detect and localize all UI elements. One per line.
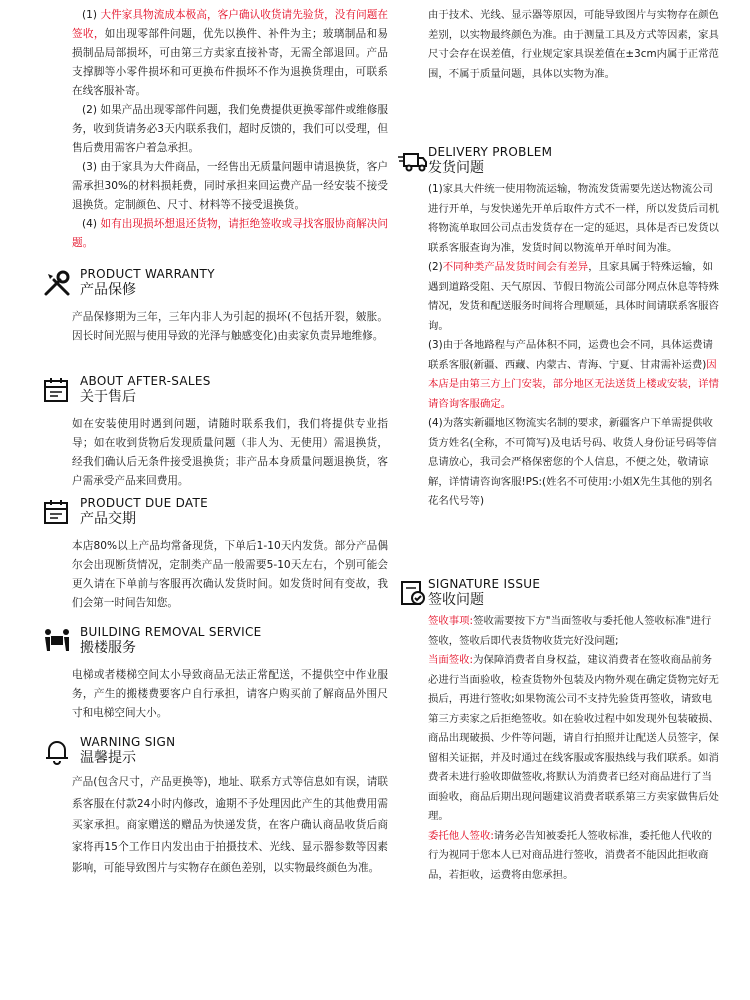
- delivery-title-cn: 发货问题: [428, 159, 484, 176]
- delivery-section: [428, 146, 720, 512]
- warranty-body: 产品保修期为三年，三年内非人为引起的损坏(不包括开裂，皴胀。因长时间光照与使用导致的光泽与触感变化)由卖家负责异地维修。: [72, 311, 388, 342]
- duedate-title-en: PRODUCT DUE DATE: [80, 496, 209, 510]
- damage-p2: (2) 如果产品出现零部件问题，我们免费提供更换零部件或维修服务，收到货请务必3天内联系我们，超时反馈的，我们可以受理，但售后费用需客户着急承担。: [72, 104, 388, 154]
- damage-section: [72, 6, 388, 253]
- aftersales-title-cn: 关于售后: [80, 388, 136, 405]
- aftersales-body: 如在安装使用时遇到问题，请随时联系我们，我们将提供专业指导；如在收到货物后发现质量问题（非人为、无使用）需退换货，经我们确认后无条件接受退换货；非产品本身质量问题退换货，客户需承受产品来回费用。: [72, 418, 388, 487]
- wrench-screwdriver-icon: [42, 268, 72, 302]
- warranty-title-cn: 产品保修: [80, 281, 136, 298]
- delivery-p1: (1)家具大件统一使用物流运输，物流发货需要先送达物流公司进行开单，与发快递先开单后取件方式不一样，所以发货后司机将物流单取回公司点击发货存在一定的延迟，具体是否已发货以联系客服查询为准，发货时间以物流单开单时间为准。: [428, 183, 719, 254]
- color-body: 由于技术、光线、显示器等原因，可能导致图片与实物存在颜色差别，以实物最终颜色为准。由于测量工具及方式等因素，家具尺寸会存在误差值，行业规定家具误差值在±3cm内属于正常范围，不属于质量问题，具体以实物为准。: [428, 9, 719, 80]
- bell-icon: [42, 736, 72, 770]
- delivery-p2: (2)不同种类产品发货时间会有差异，且家具属于特殊运输，如遇到道路受阻、天气原因、节假日物流公司部分网点休息等特殊情况，发货和配送服务时间将合理顺延，具体时间请联系客服咨询。: [428, 261, 719, 332]
- warning-title-cn: 温馨提示: [80, 749, 136, 766]
- removal-section: [72, 626, 388, 723]
- damage-p3: (3) 由于家具为大件商品，一经售出无质量问题申请退换货，客户需承担30%的材料损耗费，同时承担来回运费产品一经安装不接受退换货。定制颜色、尺寸、材料等不接受退换货。: [72, 161, 388, 211]
- signed-document-icon: [398, 578, 428, 612]
- delivery-p4: (4)为落实新疆地区物流实名制的要求，新疆客户下单需提供收货方姓名(全称，不可简写)及电话号码、收货人身份证号码等信息请放心，我司会严格保密您的个人信息，不便之处，敬请谅解，详情请咨询客服!PS:(姓名不可使用:小姐X先生其他的别名花名代号等): [428, 417, 717, 507]
- damage-p4: (4) 如有出现损坏想退还货物，请拒绝签收或寻找客服协商解决问题。: [72, 218, 389, 249]
- color-section: [428, 6, 720, 84]
- signature-s1: 签收事项:签收需要按下方"当面签收与委托他人签收标准"进行签收，签收后即代表货物收货完好没问题;: [428, 615, 712, 647]
- removal-body: 电梯或者楼梯空间太小导致商品无法正常配送，不提供空中作业服务，产生的搬楼费要客户自行承担，请客户购买前了解商品外围尺寸和电梯空间大小。: [72, 669, 388, 719]
- duedate-body: 本店80%以上产品均常备现货，下单后1-10天内发货。部分产品偶尔会出现断货情况，定制类产品一般需要5-10天左右，个别可能会更久请在下单前与客服再次确认发货时间。如发货时间有变故，我们会第一时间告知您。: [72, 540, 388, 609]
- signature-s2: 当面签收:为保障消费者自身权益，建议消费者在签收商品前务必进行当面验收，检查货物外包装及内物外观在确定货物完好无损后，再进行签收;如果物流公司不支持先验货再签收，请致电第三方卖家之后拒绝签收。如在验收过程中如发现外包装破损、商品出现破损、少件等问题，请自行拍照并让配送人员签字，保留相关证据，并及时通过在线客服或客服热线与我们联系。如消费者未进行验收即做签收,将默认为消费者已经对商品进行了当面验收，商品后期出现问题建议消费者联系第三方卖家做售后处理。: [428, 654, 719, 822]
- movers-icon: [42, 626, 72, 660]
- duedate-section: [72, 497, 388, 613]
- damage-p1: (1) 大件家具物流成本极高，客户确认收货请先验货，没有问题在签收，如出现零部件问题，优先以换件、补件为主；玻璃制品和易损制品局部损坏，可由第三方卖家直接补寄，无需全部退回。产品支撑脚等小零件损坏和可更换布件损坏不作为退换货理由，可联系在线客服补寄。: [72, 9, 389, 97]
- aftersales-section: [72, 375, 388, 491]
- warning-section: [72, 736, 388, 880]
- calendar-icon: [42, 375, 72, 409]
- aftersales-title-en: ABOUT AFTER-SALES: [80, 374, 211, 388]
- signature-s3: 委托他人签收:请务必告知被委托人签收标准，委托他人代收的行为视同于您本人已对商品进行签收，消费者不能因此拒收商品，若拒收，运费将由您承担。: [428, 829, 713, 881]
- signature-title-cn: 签收问题: [428, 591, 484, 608]
- warning-body: 产品(包含尺寸，产品更换等)，地址、联系方式等信息如有误，请联系客服在付款24小时内修改，逾期不予处理因此产生的其他费用需买家承担。商家赠送的赠品为快递发货，在客户确认商品收货后商家将再15个工作日内发出由于拍摄技术、光线、显示器参数等因素影响，可能导致图片与实物存在颜色差别，以实物最终颜色为准。: [72, 776, 388, 874]
- delivery-p3: (3)由于各地路程与产品体积不同，运费也会不同，具体运费请联系客服(新疆、西藏、内蒙古、青海、宁夏、甘肃需补运费)因本店是由第三方上门安装，部分地区无法送货上楼或安装，详情请咨询客服确定。: [428, 339, 719, 410]
- duedate-title-cn: 产品交期: [80, 510, 136, 527]
- removal-title-cn: 搬楼服务: [80, 639, 136, 656]
- signature-title-en: SIGNATURE ISSUE: [428, 577, 541, 591]
- warranty-title-en: PRODUCT WARRANTY: [80, 267, 215, 281]
- signature-section: [428, 578, 720, 885]
- delivery-truck-icon: [398, 146, 428, 180]
- warranty-section: [72, 268, 388, 346]
- calendar-icon: [42, 497, 72, 531]
- removal-title-en: BUILDING REMOVAL SERVICE: [80, 625, 262, 639]
- warning-title-en: WARNING SIGN: [80, 735, 176, 749]
- delivery-title-en: DELIVERY PROBLEM: [428, 145, 553, 159]
